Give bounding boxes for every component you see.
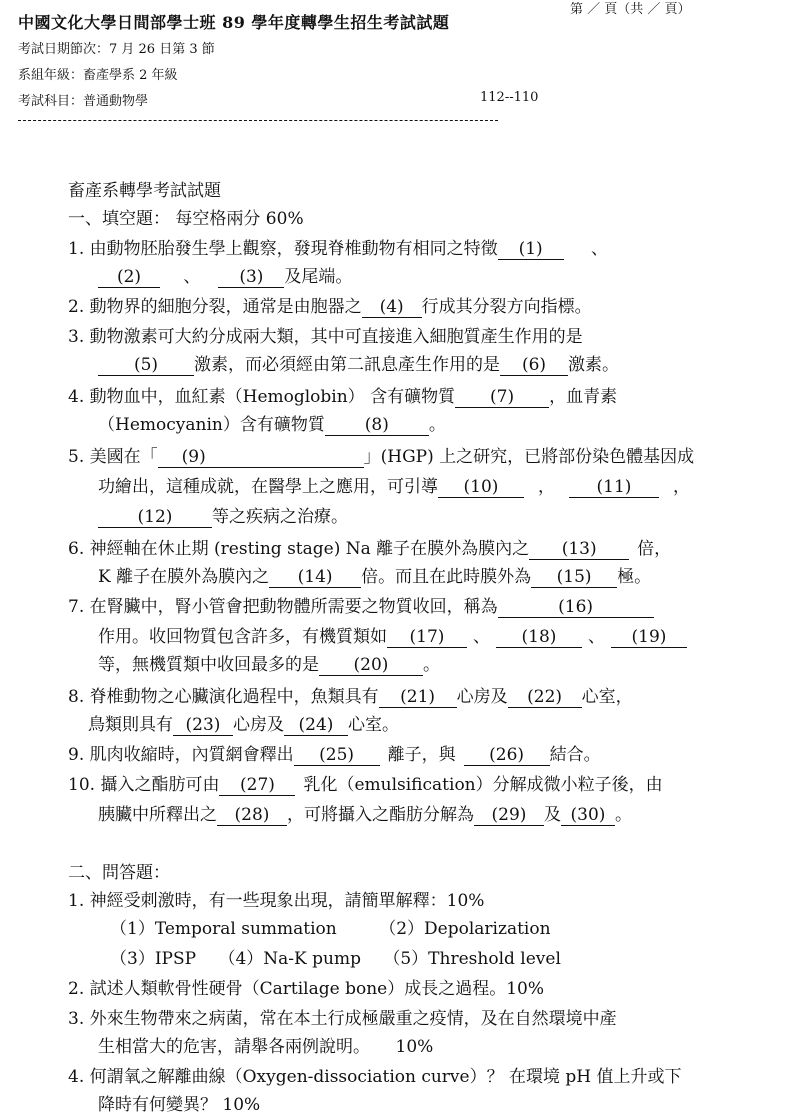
q6-text: 6. 神經軸在休止期 (resting stage) Na 離子在膜外為膜內之	[68, 539, 530, 559]
page-marker: 第 ／ 頁（共 ／ 頁）	[570, 2, 691, 17]
q1-text: 1. 由動物胚胎發生學上觀察，發現脊椎動物有相同之特徵	[68, 239, 498, 259]
q7-sep2: 、	[588, 627, 605, 647]
blank-12: (12)	[98, 507, 212, 528]
blank-14: (14)	[269, 567, 361, 588]
q10-line1	[68, 774, 663, 796]
blank-18: (18)	[496, 627, 582, 648]
q4-end: 。	[428, 415, 446, 435]
blank-24: (24)	[284, 715, 348, 736]
blank-11: (11)	[569, 477, 659, 498]
blank-30: (30)	[561, 805, 615, 826]
q2-end: 行成其分裂方向指標。	[421, 297, 592, 317]
blank-29: (29)	[474, 805, 544, 826]
q10-text: 10. 攝入之酯肪可由	[68, 775, 220, 795]
q5-sep1: ，	[538, 477, 555, 497]
essay-q4-line2: 降時有何變異？ 10%	[98, 1095, 261, 1115]
q1-line1	[68, 238, 608, 260]
q10-end: 。	[615, 805, 632, 825]
q6-text2: K 離子在膜外為膜內之	[98, 567, 270, 587]
blank-25: (25)	[294, 745, 380, 766]
blank-3: (3)	[218, 267, 284, 288]
header-divider	[18, 120, 498, 121]
section-essay: 二、問答題：	[68, 863, 170, 883]
q6-mid2: 倍。而且在此時膜外為	[361, 567, 532, 587]
essay-q3-line1: 3. 外來生物帶來之病菌，常在本土行成極嚴重之疫情，及在自然環境中產	[68, 1009, 617, 1029]
blank-19: (19)	[611, 627, 687, 648]
blank-26: (26)	[464, 745, 550, 766]
q2-line	[68, 296, 592, 318]
q5-line1	[68, 446, 694, 468]
q3-line2	[98, 354, 619, 376]
q6-mid: 倍，	[637, 539, 672, 559]
q8-line1	[68, 686, 633, 708]
q7-sep1: 、	[473, 627, 490, 647]
q7-text2: 作用。收回物質包含許多，有機質類如	[98, 627, 387, 647]
essay-q1-options-b: （3）IPSP （4）Na-K pump （5）Threshold level	[110, 949, 561, 969]
q7-text3: 等，無機質類中收回最多的是	[98, 655, 319, 675]
q10-mid2: ，可將攝入之酯肪分解為	[287, 805, 474, 825]
q7-line2	[98, 626, 687, 648]
blank-4: (4)	[362, 297, 422, 318]
q3-mid: 激素，而必須經由第二訊息產生作用的是	[194, 355, 500, 375]
essay-q1-options-a: （1）Temporal summation （2）Depolarization	[110, 919, 551, 939]
q5-text2: 功繪出，這種成就，在醫學上之應用，可引導	[98, 477, 438, 497]
exam-code: 112--110	[480, 90, 539, 105]
q1-end: 及尾端。	[284, 267, 353, 287]
blank-2: (2)	[98, 267, 160, 288]
q5-line3	[98, 506, 348, 528]
q5-line2	[98, 476, 690, 498]
q4-text2: （Hemocyanin）含有礦物質	[98, 415, 325, 435]
subject: 考試科目：普通動物學	[18, 94, 149, 109]
q6-end: 極。	[617, 567, 652, 587]
q4-text: 4. 動物血中，血紅素（Hemoglobin） 含有礦物質	[68, 387, 456, 407]
blank-1: (1)	[498, 239, 564, 260]
q3-end: 激素。	[568, 355, 619, 375]
q10-line2	[98, 804, 632, 826]
essay-q4-line1: 4. 何謂氧之解離曲線（Oxygen-dissociation curve）？ 在環境 pH 值上升或下	[68, 1067, 682, 1087]
q7-line1	[68, 596, 654, 618]
q5-mid: 」(HGP) 上之研究，已將部份染色體基因成	[363, 447, 695, 467]
blank-27: (27)	[219, 775, 295, 796]
q10-mid: 乳化（emulsification）分解成微小粒子後，由	[303, 775, 663, 795]
q9-end: 結合。	[549, 745, 601, 765]
q8-mid: 心房及	[456, 687, 508, 707]
q7-line3	[98, 654, 440, 676]
q8-end2: 心室。	[348, 715, 399, 735]
department: 系組年級：畜產學系 2 年級	[18, 68, 178, 83]
q6-line2	[98, 566, 651, 588]
q5-sep2: ，	[673, 477, 690, 497]
q8-text: 8. 脊椎動物之心臟演化過程中，魚類具有	[68, 687, 379, 707]
blank-15: (15)	[531, 567, 617, 588]
blank-9: (9)	[158, 447, 364, 468]
blank-13: (13)	[529, 539, 629, 560]
q8-line2	[88, 714, 399, 736]
blank-23: (23)	[173, 715, 233, 736]
q8-text2: 鳥類則具有	[88, 715, 173, 735]
q4-mid: ，血青素	[549, 387, 618, 407]
essay-q3-line2: 生相當大的危害，請舉各兩例說明。 10%	[98, 1037, 434, 1057]
blank-22: (22)	[508, 687, 582, 708]
blank-16: (16)	[498, 597, 654, 618]
q7-end: 。	[423, 655, 440, 675]
exam-heading: 畜產系轉學考試試題	[68, 181, 221, 201]
q9-mid: 離子，與	[387, 745, 456, 765]
q2-text: 2. 動物界的細胞分裂，通常是由胞器之	[68, 297, 362, 317]
q6-line1	[68, 538, 671, 560]
blank-7: (7)	[455, 387, 549, 408]
q5-end: 等之疾病之治療。	[212, 507, 348, 527]
exam-title: 中國文化大學日間部學士班 89 學年度轉學生招生考試試題	[18, 13, 450, 32]
q1-sep2: 、	[183, 267, 201, 287]
q9-text: 9. 肌肉收縮時，內質網會釋出	[68, 745, 294, 765]
exam-date: 考試日期節次：7 月 26 日第 3 節	[18, 42, 215, 57]
q9-line	[68, 744, 601, 766]
blank-28: (28)	[217, 805, 287, 826]
blank-21: (21)	[379, 687, 457, 708]
blank-5: (5)	[98, 355, 194, 376]
essay-q1: 1. 神經受刺激時，有一些現象出現，請簡單解釋：10%	[68, 891, 485, 911]
blank-8: (8)	[325, 415, 429, 436]
blank-6: (6)	[500, 355, 568, 376]
q4-line2	[98, 414, 446, 436]
blank-10: (10)	[438, 477, 524, 498]
q5-text: 5. 美國在「	[68, 447, 158, 467]
q1-sep: 、	[591, 239, 609, 259]
q1-line2	[98, 266, 352, 288]
q8-end1: 心室，	[581, 687, 633, 707]
essay-q2: 2. 試述人類軟骨性硬骨（Cartilage bone）成長之過程。10%	[68, 979, 544, 999]
q10-and: 及	[544, 805, 561, 825]
blank-20: (20)	[319, 655, 423, 676]
q3-line1: 3. 動物激素可大約分成兩大類，其中可直接進入細胞質產生作用的是	[68, 327, 583, 347]
q7-text: 7. 在腎臟中，腎小管會把動物體所需要之物質收回，稱為	[68, 597, 498, 617]
q4-line1	[68, 386, 617, 408]
q10-text2: 胰臟中所釋出之	[98, 805, 217, 825]
blank-17: (17)	[387, 627, 467, 648]
q8-mid2: 心房及	[233, 715, 284, 735]
section-fill-in: 一、填空題： 每空格兩分 60%	[68, 209, 304, 229]
